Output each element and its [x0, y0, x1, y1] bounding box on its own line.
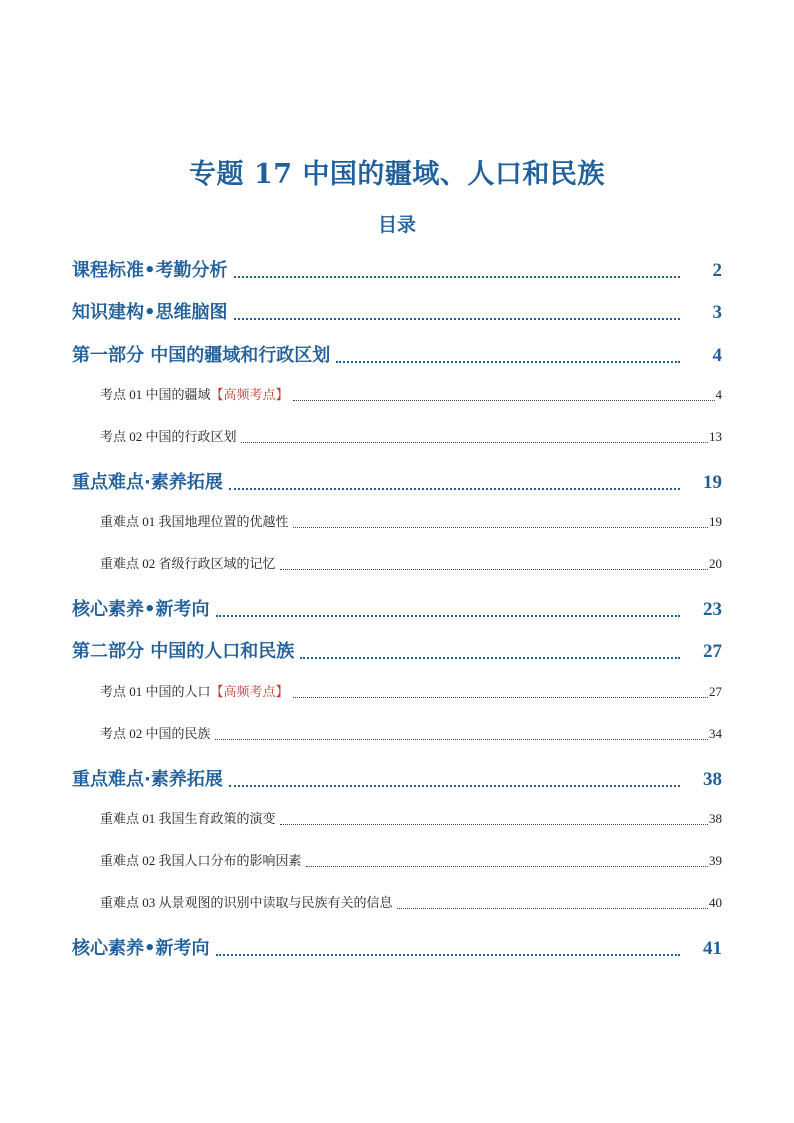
toc-page-number: 39: [709, 853, 722, 868]
dot-leader: [234, 275, 680, 278]
dot-leader: [229, 784, 680, 787]
toc-section-entry[interactable]: [72, 765, 722, 795]
toc-entry-text: 中国的民族: [145, 727, 211, 742]
dot-leader: [397, 907, 708, 909]
toc-entry-label: [100, 850, 302, 869]
toc-page-number: 20: [709, 556, 722, 571]
toc-entry-label: 知识建构•思维脑图: [72, 302, 228, 323]
toc-entry-text: 中国的人口: [145, 685, 211, 700]
title-number: 17: [253, 159, 293, 190]
dot-leader: [306, 865, 708, 867]
toc-page-number: 34: [709, 726, 722, 741]
toc-entry-text: 中国的疆域: [145, 388, 211, 403]
toc-page-number: 41: [703, 938, 722, 959]
toc-entry-label: [100, 384, 289, 403]
toc-page-number: 3: [712, 302, 722, 323]
toc-entry-label: 第一部分 中国的疆域和行政区划: [72, 345, 331, 366]
toc-entry-code: 01: [126, 387, 146, 402]
high-frequency-tag: 【高频考点】: [210, 388, 289, 403]
dot-leader: [241, 441, 708, 443]
toc-entry-prefix: 重难点: [100, 896, 140, 911]
toc-page-number: 19: [709, 514, 722, 529]
toc-subsection-entry[interactable]: [100, 426, 722, 448]
title-prefix: 专题: [189, 159, 245, 190]
toc-entry-code: 01: [139, 514, 159, 529]
dot-leader: [280, 823, 708, 825]
toc-entry-text: 我国地理位置的优越性: [158, 515, 289, 530]
toc-entry-label: 核心素养•新考向: [72, 938, 210, 959]
toc-entry-label: [100, 681, 289, 700]
toc-page-number: 38: [703, 769, 722, 790]
document-title: [0, 152, 794, 191]
toc-entry-code: 02: [139, 853, 159, 868]
toc-subsection-entry[interactable]: [100, 808, 722, 830]
toc-entry-prefix: 重难点: [100, 812, 140, 827]
high-frequency-tag: 【高频考点】: [210, 685, 289, 700]
toc-entry-text: 省级行政区域的记忆: [158, 557, 276, 572]
toc-page-number: 27: [703, 641, 722, 662]
toc-page-number: 40: [709, 895, 722, 910]
toc-page-number: 13: [709, 429, 722, 444]
toc-subsection-entry[interactable]: [100, 511, 722, 533]
dot-leader: [216, 614, 680, 617]
toc-entry-code: 02: [126, 429, 146, 444]
toc-page-number: 2: [712, 260, 722, 281]
toc-entry-prefix: 重难点: [100, 515, 140, 530]
toc-section-entry[interactable]: [72, 468, 722, 498]
toc-entry-label: [100, 426, 237, 445]
toc-entry-text: 我国生育政策的演变: [158, 812, 276, 827]
toc-page-number: 23: [703, 599, 722, 620]
toc-entry-label: [100, 553, 276, 572]
toc-section-entry[interactable]: [72, 298, 722, 328]
toc-entry-prefix: 考点: [100, 388, 127, 403]
toc-entry-prefix: 重难点: [100, 557, 140, 572]
toc-page-number: 19: [703, 472, 722, 493]
toc-entry-text: 中国的行政区划: [145, 430, 237, 445]
dot-leader: [293, 399, 715, 401]
dot-leader: [229, 487, 680, 490]
toc-page-number: 27: [709, 684, 722, 699]
toc-entry-label: 核心素养•新考向: [72, 599, 210, 620]
toc-section-entry[interactable]: [72, 341, 722, 371]
toc-entry-label: [100, 808, 276, 827]
toc-entry-label: 第二部分 中国的人口和民族: [72, 641, 295, 662]
toc-subsection-entry[interactable]: [100, 892, 722, 914]
title-main: 中国的疆域、人口和民族: [302, 159, 605, 190]
toc-section-entry[interactable]: [72, 595, 722, 625]
dot-leader: [293, 696, 708, 698]
dot-leader: [216, 953, 680, 956]
toc-subsection-entry[interactable]: [100, 850, 722, 872]
toc-page-number: 4: [712, 345, 722, 366]
toc-entry-code: 02: [139, 556, 159, 571]
dot-leader: [293, 526, 708, 528]
toc-heading: 目录: [377, 214, 416, 236]
toc-entry-code: 02: [126, 726, 146, 741]
toc-entry-prefix: 考点: [100, 685, 127, 700]
toc-entry-label: [100, 511, 289, 530]
toc-section-entry[interactable]: [72, 637, 722, 667]
toc-entry-label: [100, 892, 393, 911]
toc-entry-label: [100, 723, 211, 742]
toc-entry-code: 01: [139, 811, 159, 826]
dot-leader: [234, 317, 680, 320]
toc-entry-label: 重点难点·素养拓展: [72, 472, 223, 493]
toc-entry-prefix: 重难点: [100, 854, 140, 869]
toc-entry-code: 01: [126, 684, 146, 699]
toc-subsection-entry[interactable]: [100, 384, 722, 406]
toc-entry-label: 课程标准•考勤分析: [72, 260, 228, 281]
toc-entry-prefix: 考点: [100, 727, 127, 742]
toc-entry-code: 03: [139, 895, 159, 910]
dot-leader: [336, 360, 680, 363]
dot-leader: [215, 738, 708, 740]
toc-page-number: 4: [715, 387, 722, 402]
toc-entry-prefix: 考点: [100, 430, 127, 445]
toc-subsection-entry[interactable]: [100, 681, 722, 703]
toc-subsection-entry[interactable]: [100, 723, 722, 745]
toc-entry-label: 重点难点·素养拓展: [72, 769, 223, 790]
dot-leader: [280, 568, 708, 570]
toc-entry-text: 我国人口分布的影响因素: [158, 854, 302, 869]
toc-section-entry[interactable]: [72, 256, 722, 286]
toc-page-number: 38: [709, 811, 722, 826]
toc-entry-text: 从景观图的识别中读取与民族有关的信息: [158, 896, 393, 911]
toc-subsection-entry[interactable]: [100, 553, 722, 575]
dot-leader: [300, 656, 680, 659]
toc-section-entry[interactable]: [72, 934, 722, 964]
